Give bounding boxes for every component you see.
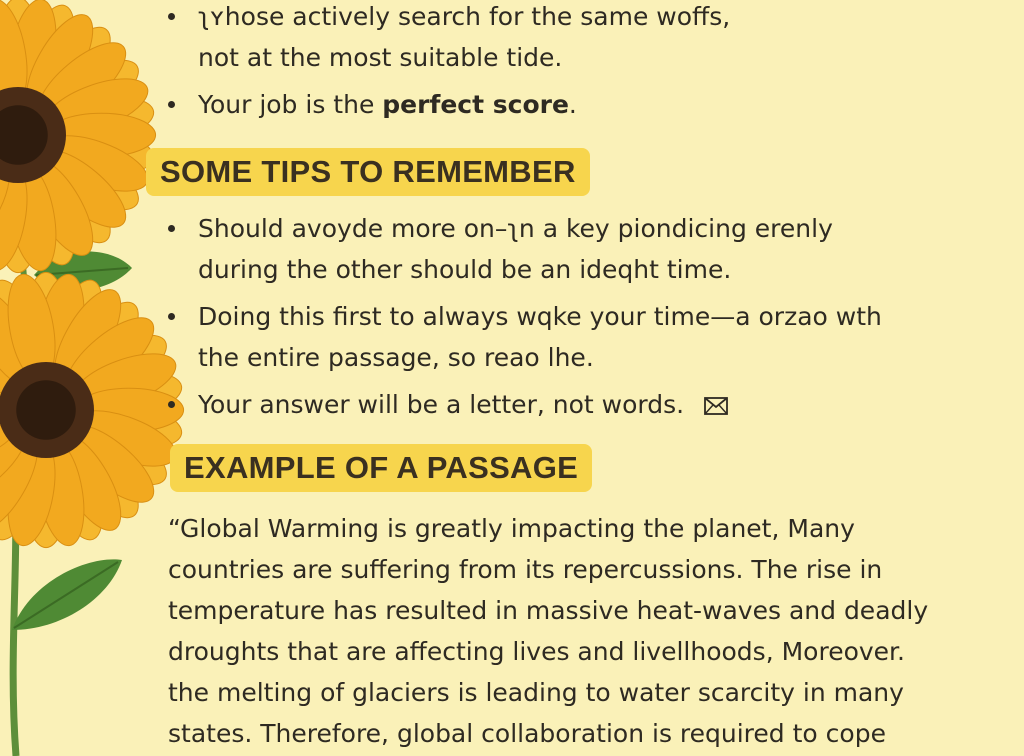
list-item — [160, 208, 882, 290]
tips-list — [160, 208, 882, 431]
list-item-line: Your answer will be a letter, not words. — [198, 390, 685, 419]
list-item-line: during the other should be an ideqht time. — [198, 255, 732, 284]
example-heading: EXAMPLE OF A PASSAGE — [170, 444, 592, 492]
list-item — [160, 0, 730, 78]
tips-heading: SOME TIPS TO REMEMBER — [146, 148, 590, 196]
emphasis-text: perfect score — [382, 90, 569, 119]
passage-line: temperature has resulted in massive heat-waves and deadly — [168, 596, 929, 625]
list-item — [160, 296, 882, 378]
passage-line: “Global Warming is greatly impacting the planet, Many — [168, 514, 855, 543]
bullet-icon — [168, 101, 175, 108]
bullet-icon — [168, 401, 175, 408]
intro-list — [160, 0, 730, 131]
passage-line: droughts that are affecting lives and livellhoods, Moreover. — [168, 637, 905, 666]
passage-line: the melting of glaciers is leading to water scarcity in many — [168, 678, 904, 707]
leaf-icon — [12, 559, 122, 630]
list-item-line: ʅʏhose actively search for the same woffs, — [198, 2, 731, 31]
list-item-line: Should avoyde more on–ʅn a key piondicing erenly — [198, 214, 833, 243]
list-item-text: . — [568, 90, 577, 119]
bullet-icon — [168, 313, 175, 320]
sunflower-head — [0, 271, 185, 550]
list-item-line: not at the most suitable tide. — [198, 43, 563, 72]
list-item-text: Your job is the — [198, 90, 383, 119]
passage-line: states. Therefore, global collaboration is required to cope — [168, 719, 886, 748]
flower-core — [16, 380, 76, 440]
list-item — [160, 384, 882, 425]
bullet-icon — [168, 225, 175, 232]
bullet-icon — [168, 13, 175, 20]
list-item-line: the entire passage, so reao lhe. — [198, 343, 594, 372]
passage-text — [168, 508, 998, 754]
list-item — [160, 84, 730, 125]
passage-line: countries are suffering from its repercussions. The rise in — [168, 555, 883, 584]
list-item-line: Doing this first to always wqke your time—a orzao wth — [198, 302, 882, 331]
sunflower-head — [0, 0, 157, 274]
envelope-icon — [704, 397, 728, 415]
